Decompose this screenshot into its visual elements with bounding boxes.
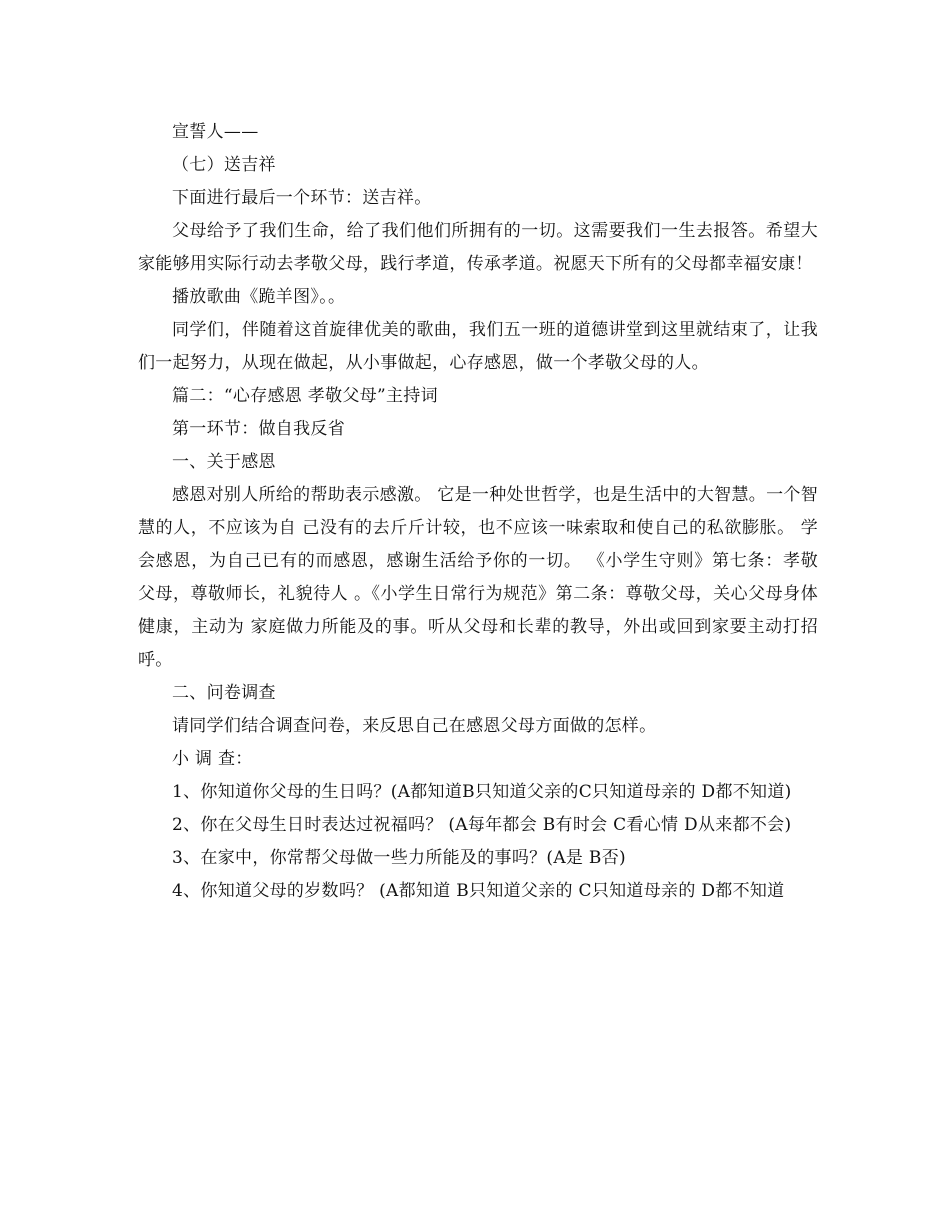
paragraph: 父母给予了我们生命，给了我们他们所拥有的一切。这需要我们一生去报答。希望大家能够用实际行动去孝敬父母，践行孝道，传承孝道。祝愿天下所有的父母都幸福安康！ [138,221,818,274]
section-heading-seven: （七）送吉祥 [172,155,276,175]
paragraph: 播放歌曲《跪羊图》。。 [172,287,346,307]
paragraph: 下面进行最后一个环节：送吉祥。 [172,188,432,208]
paragraph: 感恩对别人所给的帮助表示感激。 它是一种处世哲学，也是生活中的大智慧。一个智慧的人，不应该为自 己没有的去斤斤计较，也不应该一味索取和使自己的私欲膨胀。 学会感恩，为自己已有的而感恩，感谢生活给予你的一切。 《小学生守则》第七条：孝敬父母，尊敬师长，礼貌待人 。《小学生日常行为规范》第二条：尊敬父母，关心父母身体健康，主动为 家庭做力所能及的事。听从父母和长辈的教导，外出或回到家要主动打招呼。 [138,485,818,670]
survey-heading: 小 调 查： [172,749,253,769]
part-two-title: 篇二：“心存感恩 孝敬父母”主持词 [172,386,438,406]
subsection-heading: 二、问卷调查 [172,683,276,703]
subsection-heading: 一、关于感恩 [172,452,276,472]
document-body [138,116,818,908]
oath-signatory-line: 宣誓人—— [172,122,259,142]
section-heading: 第一环节：做自我反省 [172,419,345,439]
survey-question: 1、你知道你父母的生日吗？(A都知道B只知道父亲的C只知道母亲的 D都不知道) [172,782,792,802]
survey-question: 2、你在父母生日时表达过祝福吗？ (A每年都会 B有时会 C看心情 D从来都不会) [172,815,792,835]
paragraph: 请同学们结合调查问卷，来反思自己在感恩父母方面做的怎样。 [172,716,657,736]
survey-question: 3、在家中，你常帮父母做一些力所能及的事吗？(A是 B否) [172,848,626,868]
survey-question: 4、你知道父母的岁数吗？ (A都知道 B只知道父亲的 C只知道母亲的 D都不知道 [172,881,785,901]
paragraph: 同学们，伴随着这首旋律优美的歌曲，我们五一班的道德讲堂到这里就结束了，让我们一起努力，从现在做起，从小事做起，心存感恩，做一个孝敬父母的人。 [138,320,818,373]
